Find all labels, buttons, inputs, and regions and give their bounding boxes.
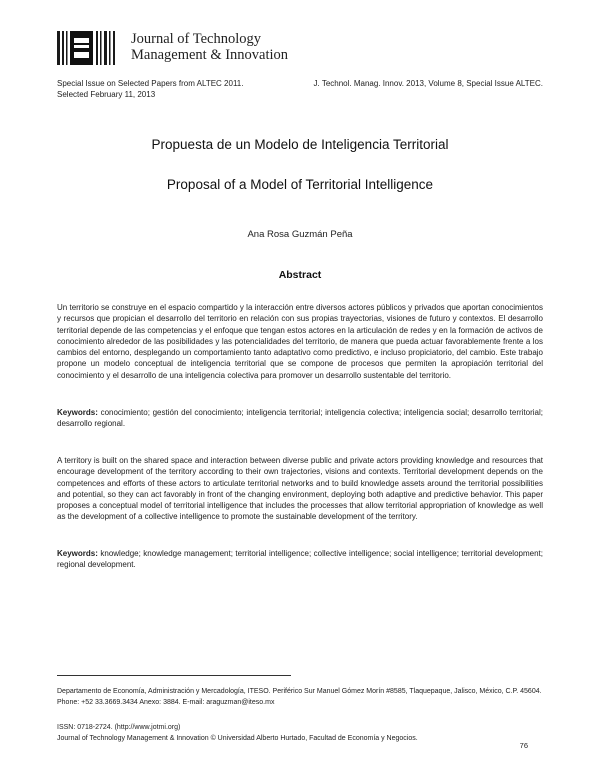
journal-citation: J. Technol. Manag. Innov. 2013, Volume 8, Special Issue ALTEC.	[313, 79, 543, 88]
issn-line: ISSN: 0718-2724. (http://www.jotmi.org)	[57, 724, 181, 731]
keywords-label: Keywords:	[57, 549, 98, 558]
journal-name-line1: Journal of Technology	[131, 31, 261, 47]
journal-name-line2: Management & Innovation	[131, 46, 289, 63]
author-name: Ana Rosa Guzmán Peña	[247, 229, 353, 240]
footnote-divider	[57, 675, 291, 676]
selected-date: Selected February 11, 2013	[57, 90, 156, 99]
title-english: Proposal of a Model of Territorial Intelligence	[166, 177, 434, 192]
keywords-spanish	[57, 407, 543, 430]
keywords-english	[57, 548, 543, 571]
keywords-list: knowledge; knowledge management; territorial intelligence; collective intelligence; social intelligence; territorial development; regional development.	[57, 549, 543, 570]
issue-info	[57, 78, 243, 100]
keywords-label: Keywords:	[57, 408, 98, 417]
page-number: 76	[519, 741, 528, 750]
copyright-line: Journal of Technology Management & Innovation © Universidad Alberto Hurtado, Facultad de Economía y Negocios.	[57, 735, 418, 742]
journal-name	[131, 32, 288, 63]
publication-info	[57, 722, 547, 744]
journal-logo	[57, 30, 123, 66]
title-spanish: Propuesta de un Modelo de Inteligencia Territorial	[151, 137, 449, 152]
abstract-spanish: Un territorio se construye en el espacio compartido y la interacción entre diversos actores públicos y privados que aportan conocimientos y recursos que propician el desarrollo del territorio en relación con sus propias trayectorias, visiones de futuro y contextos. El desarrollo territorial depende de las competencias y el enfoque que tengan estos actores en la articulación de redes y en la formación de activos de conocimiento alrededor de las posibilidades y las potencialidades del territorio, de manera que pueda actuar favorablemente frente a los cambios del entorno, desplegando un comportamiento tanto adaptativo como predictivo, e incluso propiciatorio, del cambio. Este trabajo propone un modelo conceptual de inteligencia territorial que se compone de procesos que permiten la apropiación territorial del conocimiento y el desarrollo de una inteligencia colectiva para promover un desarrollo sustentable del territorio.	[57, 303, 543, 380]
abstract-heading: Abstract	[278, 269, 322, 281]
author-affiliation: Departamento de Economía, Administración y Mercadología, ITESO. Periférico Sur Manuel Gómez Morín #8585, Tlaquepaque, Jalisco, México, C.P. 45604. Phone: +52 33.3669.3434 Anexo: 3884. E-mail: araguzman@iteso.mx	[57, 688, 542, 706]
keywords-list: conocimiento; gestión del conocimiento; inteligencia territorial; inteligencia colectiva; inteligencia social; desarrollo territorial; desarrollo regional.	[57, 408, 543, 429]
abstract-english: A territory is built on the shared space and interaction between diverse public and private actors providing knowledge and resources that encourage development of the territory according to their own trajectories, visions and contexts. Territorial development depends on the competences and efforts of these actors to articulate territorial networks and to build knowledge assets around the territorial possibilities and potential, so they can act favorably in front of the changing environment, deploying both adaptive and predictive behavior. This paper proposes a conceptual model of territorial intelligence that includes the processes that allow territorial appropriation of knowledge as well as the development of a collective intelligence to promote the sustainable development of the territory.	[57, 456, 543, 522]
special-issue-note: Special Issue on Selected Papers from ALTEC 2011.	[57, 79, 244, 88]
